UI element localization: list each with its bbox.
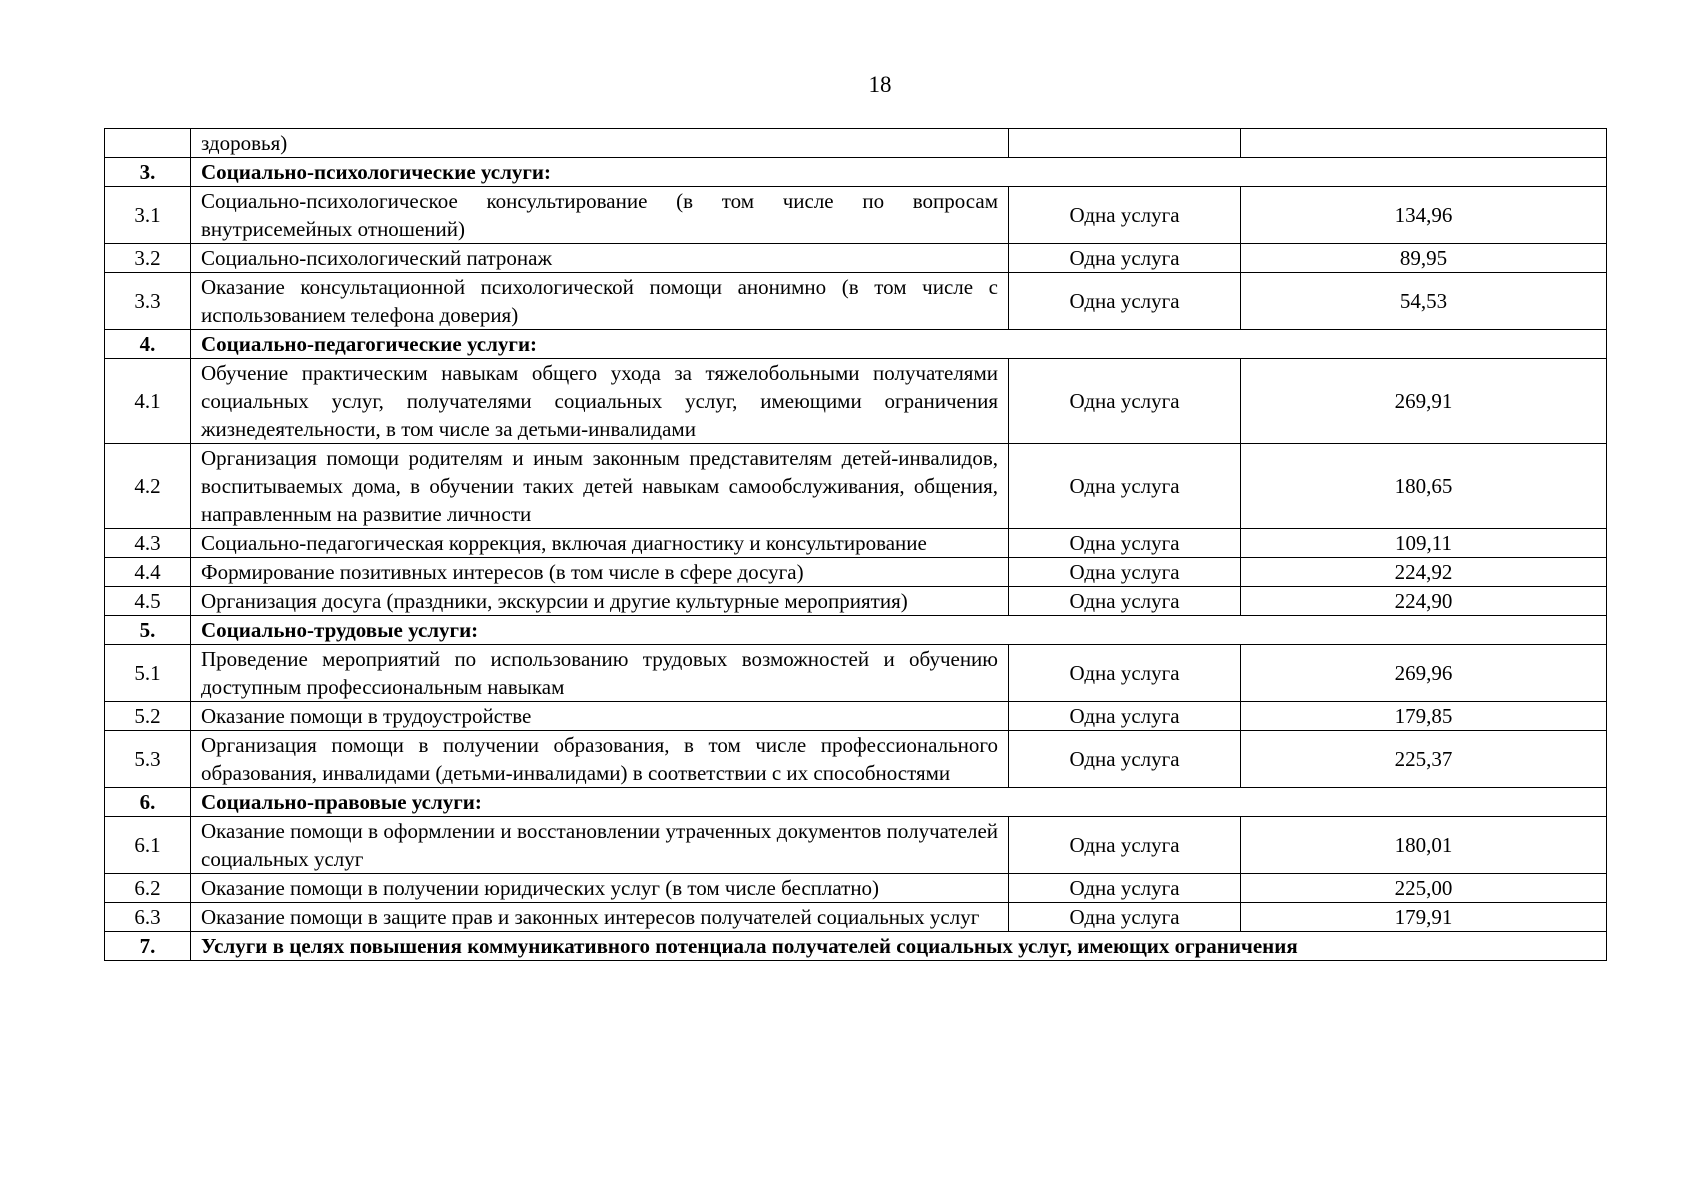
service-unit: Одна услуга (1009, 903, 1241, 932)
row-number: 5.3 (105, 731, 191, 788)
service-name: Оказание помощи в трудоустройстве (191, 702, 1009, 731)
table-row (105, 558, 1607, 587)
table-row (105, 731, 1607, 788)
service-unit: Одна услуга (1009, 244, 1241, 273)
section-number: 7. (105, 932, 191, 961)
section-number: 3. (105, 158, 191, 187)
table-row (105, 444, 1607, 529)
section-number: 5. (105, 616, 191, 645)
section-title: Услуги в целях повышения коммуникативного потенциала получателей социальных услуг, имеющих ограничения (191, 932, 1607, 961)
service-name: Оказание консультационной психологической помощи анонимно (в том числе с использованием телефона доверия) (191, 273, 1009, 330)
service-price: 89,95 (1241, 244, 1607, 273)
row-number: 4.3 (105, 529, 191, 558)
service-price: 269,91 (1241, 359, 1607, 444)
table-row (105, 587, 1607, 616)
row-number: 5.1 (105, 645, 191, 702)
section-row (105, 158, 1607, 187)
service-unit: Одна услуга (1009, 444, 1241, 529)
row-number: 3.1 (105, 187, 191, 244)
table-row (105, 645, 1607, 702)
service-unit: Одна услуга (1009, 587, 1241, 616)
service-unit: Одна услуга (1009, 645, 1241, 702)
service-name: Проведение мероприятий по использованию трудовых возможностей и обучению доступным профессиональным навыкам (191, 645, 1009, 702)
table-row (105, 817, 1607, 874)
table-row (105, 359, 1607, 444)
section-row (105, 788, 1607, 817)
service-price: 179,91 (1241, 903, 1607, 932)
service-unit: Одна услуга (1009, 874, 1241, 903)
page-number: 18 (868, 72, 892, 97)
service-unit: Одна услуга (1009, 558, 1241, 587)
section-number: 6. (105, 788, 191, 817)
row-number: 5.2 (105, 702, 191, 731)
service-price: 269,96 (1241, 645, 1607, 702)
section-title: Социально-трудовые услуги: (191, 616, 1607, 645)
service-name: Социально-психологическое консультирование (в том числе по вопросам внутрисемейных отношений) (191, 187, 1009, 244)
service-name: Социально-психологический патронаж (191, 244, 1009, 273)
service-unit: Одна услуга (1009, 702, 1241, 731)
row-number: 3.2 (105, 244, 191, 273)
section-row (105, 330, 1607, 359)
service-name: Оказание помощи в оформлении и восстановлении утраченных документов получателей социальных услуг (191, 817, 1009, 874)
service-name: здоровья) (191, 129, 1009, 158)
row-number: 6.1 (105, 817, 191, 874)
service-price: 225,00 (1241, 874, 1607, 903)
service-name: Социально-педагогическая коррекция, включая диагностику и консультирование (191, 529, 1009, 558)
service-name: Оказание помощи в защите прав и законных интересов получателей социальных услуг (191, 903, 1009, 932)
service-name: Организация досуга (праздники, экскурсии и другие культурные мероприятия) (191, 587, 1009, 616)
section-title: Социально-психологические услуги: (191, 158, 1607, 187)
section-row (105, 616, 1607, 645)
section-title: Социально-правовые услуги: (191, 788, 1607, 817)
table-row (105, 129, 1607, 158)
service-name: Формирование позитивных интересов (в том числе в сфере досуга) (191, 558, 1009, 587)
table-row (105, 529, 1607, 558)
service-price: 180,65 (1241, 444, 1607, 529)
services-price-table (104, 128, 1607, 961)
row-number: 4.4 (105, 558, 191, 587)
service-price: 54,53 (1241, 273, 1607, 330)
table-row (105, 702, 1607, 731)
service-unit: Одна услуга (1009, 273, 1241, 330)
service-name: Организация помощи родителям и иным законным представителям детей-инвалидов, воспитываемых дома, в обучении таких детей навыкам самообслуживания, общения, направленным на развитие личности (191, 444, 1009, 529)
service-name: Оказание помощи в получении юридических услуг (в том числе бесплатно) (191, 874, 1009, 903)
service-unit: Одна услуга (1009, 359, 1241, 444)
service-price: 225,37 (1241, 731, 1607, 788)
table-row (105, 874, 1607, 903)
section-number: 4. (105, 330, 191, 359)
table-row (105, 273, 1607, 330)
table-row (105, 903, 1607, 932)
service-price: 134,96 (1241, 187, 1607, 244)
service-name: Организация помощи в получении образования, в том числе профессионального образования, инвалидами (детьми-инвалидами) в соответствии с их способностями (191, 731, 1009, 788)
service-price: 224,92 (1241, 558, 1607, 587)
table-row (105, 244, 1607, 273)
service-name: Обучение практическим навыкам общего ухода за тяжелобольными получателями социальных услуг, получателями социальных услуг, имеющими ограничения жизнедеятельности, в том числе за детьми-инвалидами (191, 359, 1009, 444)
service-unit (1009, 129, 1241, 158)
table-row (105, 187, 1607, 244)
row-number: 6.2 (105, 874, 191, 903)
row-number (105, 129, 191, 158)
service-price (1241, 129, 1607, 158)
row-number: 6.3 (105, 903, 191, 932)
row-number: 4.5 (105, 587, 191, 616)
service-unit: Одна услуга (1009, 187, 1241, 244)
row-number: 3.3 (105, 273, 191, 330)
service-unit: Одна услуга (1009, 817, 1241, 874)
service-unit: Одна услуга (1009, 529, 1241, 558)
section-title: Социально-педагогические услуги: (191, 330, 1607, 359)
row-number: 4.1 (105, 359, 191, 444)
section-row (105, 932, 1607, 961)
service-price: 109,11 (1241, 529, 1607, 558)
service-price: 179,85 (1241, 702, 1607, 731)
row-number: 4.2 (105, 444, 191, 529)
service-unit: Одна услуга (1009, 731, 1241, 788)
service-price: 224,90 (1241, 587, 1607, 616)
service-price: 180,01 (1241, 817, 1607, 874)
